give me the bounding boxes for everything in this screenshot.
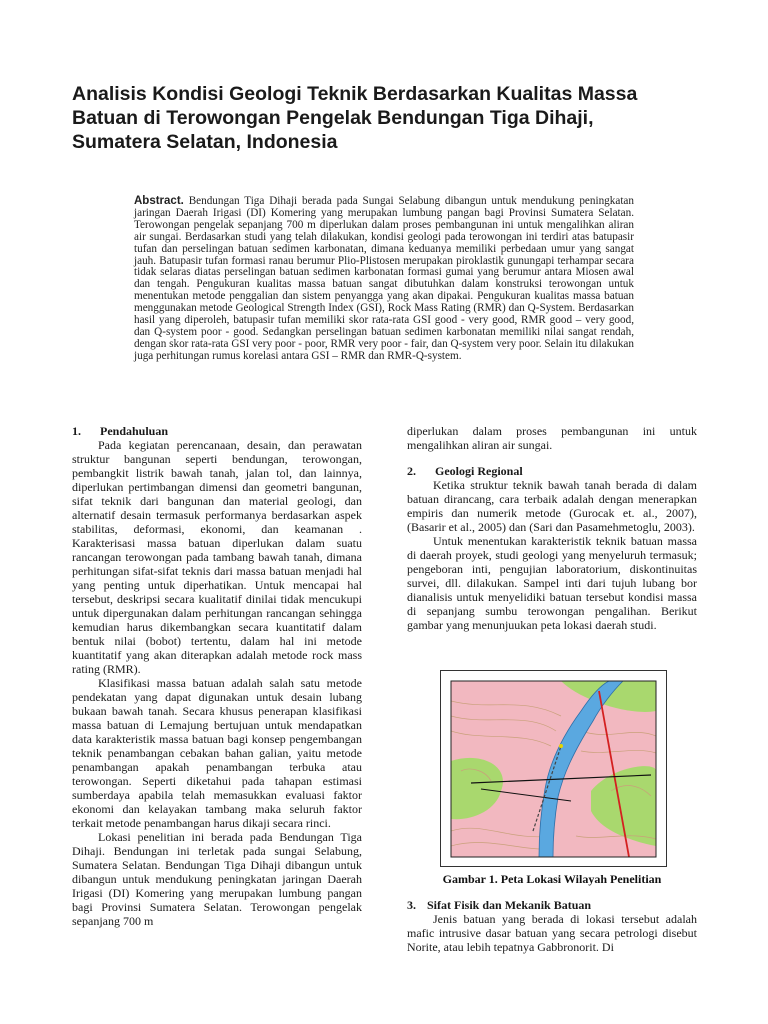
figure-caption: Gambar 1. Peta Lokasi Wilayah Penelitian bbox=[442, 872, 662, 886]
abstract-label: Abstract. bbox=[134, 195, 184, 207]
section-1-paragraph-3: Lokasi penelitian ini berada pada Bendungan Tiga Dihaji. Bendungan ini terletak pada sungai Selabung, Sumatera Selatan. Bendungan Tiga Dihaji dibangun untuk dibangun untuk mendukung peningkatan jaringan Daerah Irigasi (DI) Komering yang merupakan lumbung pangan bagi Provinsi Sumatera Selatan. Terowongan pengelak sepanjang 700 m bbox=[72, 830, 362, 928]
dam-site-marker bbox=[559, 744, 563, 748]
abstract-text: Bendungan Tiga Dihaji berada pada Sungai Selabung dibangun untuk mendukung peningkatan jaringan Daerah Irigasi (DI) Komering yang merupakan lumbung pangan bagi Provinsi Sumatera Selatan. Terowongan pengelak sepanjang 700 m diperlukan dalam proses pembangunan ini untuk mengalihkan aliran air sungai. Berdasarkan studi yang telah dilakukan, kondisi geologi pada terowongan ini terdiri atas batupasir tufan dan perselingan batuan sedimen karbonatan, dimana keduanya memiliki perbedaan umur yang sangat jauh. Batupasir tufan formasi ranau berumur Plio-Plistosen merupakan piroklastik gunungapi terhampar secara tidak selaras diatas perselingan batuan sedimen karbonatan formasi gumai yang berumur antara Miosen awal dan tengah. Pengukuran kualitas massa batuan sangat dibutuhkan dalam konstruksi terowongan untuk menentukan metode penggalian dan sistem penyangga yang akan dipakai. Pengukuran kualitas massa batuan menggunakan metode Geological Strength Index (GSI), Rock Mass Rating (RMR) dan Q-System. Berdasarkan hasil yang diperoleh, batupasir tufan memiliki skor rata-rata GSI good - very good, RMR good – very good, dan Q-system poor - good. Sedangkan perselingan batuan sedimen karbonatan memiliki nilai sangat rendah, dengan skor rata-rata GSI very poor - poor, RMR very poor - fair, dan Q-system very poor. Selain itu dilakukan juga perhitungan rumus korelasi antara GSI – RMR dan RMR-Q-system. bbox=[134, 195, 634, 362]
section-3 bbox=[407, 898, 697, 954]
location-map bbox=[441, 671, 666, 866]
section-1-paragraph-2: Klasifikasi massa batuan adalah salah satu metode pendekatan yang dapat digunakan untuk desain lubang bukaan bawah tanah. Secara khusus penerapan klasifikasi massa batuan di Lemajung bertujuan untuk mendapatkan data karakteristik massa batuan bagi konsep pengembangan teknik penambangan cebakan bahan galian, yaitu metode penambangan apakah penambangan terbuka atau terowongan. Seperti diketahui pada tahapan estimasi sumberdaya apabila telah memasukkan evaluasi faktor ekonomi dan kelayakan tambang maka seluruh faktor terkait metode penambangan harus dikaji secara rinci. bbox=[72, 676, 362, 830]
title-line-1: Analisis Kondisi Geologi Teknik Berdasarkan Kualitas Massa bbox=[72, 83, 638, 105]
right-column bbox=[407, 424, 697, 632]
abstract bbox=[134, 196, 634, 363]
section-1-title: Pendahuluan bbox=[100, 424, 169, 438]
section-1-paragraph-1: Pada kegiatan perencanaan, desain, dan perawatan struktur bangunan seperti bendungan, terowongan, pembangkit listrik bawah tanah, jalan tol, dan lainnya, diperlukan pertimbangan dimensi dan geometri bangunan, sifat teknik dari bangunan dan material geologi, dan alternatif desain termasuk performanya berdasarkan aspek stabilitas, deformasi, ekonomi, dan keamanan . Karakterisasi massa batuan diperlukan dalam suatu rancangan terowongan pada tambang bawah tanah, dimana perhitungan sifat-sifat teknis dari massa batuan menjadi hal yang penting untuk diperhatikan. Untuk mencapai hal tersebut, deskripsi secara kualitatif dinilai tidak mencukupi untuk dipergunakan dalam perhitungan rancangan sehingga kemudian harus dikembangkan secara kuantitatif dalam bentuk nilai (bobot) tertentu, dalam hal ini metode kuantitatif yang akan diterapkan adalah metode rock mass rating (RMR). bbox=[72, 438, 362, 676]
left-column bbox=[72, 424, 362, 928]
section-2-title: Geologi Regional bbox=[435, 464, 523, 478]
section-1-heading bbox=[72, 424, 362, 438]
section-1-paragraph-3-continued: diperlukan dalam proses pembangunan ini untuk mengalihkan aliran air sungai. bbox=[407, 424, 697, 452]
location-map-figure bbox=[440, 670, 667, 867]
section-2-number: 2. bbox=[407, 464, 416, 478]
section-1-number: 1. bbox=[72, 424, 81, 438]
section-2-paragraph-2: Untuk menentukan karakteristik teknik batuan massa di daerah proyek, studi geologi yang menyeluruh termasuk; pengeboran inti, pengujian laboratorium, diskontinuitas survei, dll. dilakukan. Sampel inti dari tujuh lubang bor dianalisis untuk menyelidiki batuan tersebut kondisi massa di sepanjang sumbu terowongan pengalihan. Berikut gambar yang menunjuukan peta lokasi daerah studi. bbox=[407, 534, 697, 632]
title-line-2: Batuan di Terowongan Pengelak Bendungan Tiga Dihaji, bbox=[72, 107, 594, 129]
section-3-heading bbox=[407, 898, 697, 912]
section-2-paragraph-1: Ketika struktur teknik bawah tanah berada di dalam batuan dirancang, cara terbaik adalah dengan menerapkan empiris dan numerik metode (Gurocak et. al., 2007), (Basarir et al., 2005) dan (Sari dan Pasamehmetoglu, 2003). bbox=[407, 478, 697, 534]
section-3-number: 3. bbox=[407, 898, 416, 912]
title-line-3: Sumatera Selatan, Indonesia bbox=[72, 131, 338, 153]
section-2-heading bbox=[407, 464, 697, 478]
section-3-paragraph-1: Jenis batuan yang berada di lokasi tersebut adalah mafic intrusive dasar batuan yang secara petrologi disebut Norite, atau lebih tepatnya Gabbronorit. Di bbox=[407, 912, 697, 954]
section-3-title: Sifat Fisik dan Mekanik Batuan bbox=[427, 898, 592, 912]
paper-title bbox=[72, 82, 712, 154]
